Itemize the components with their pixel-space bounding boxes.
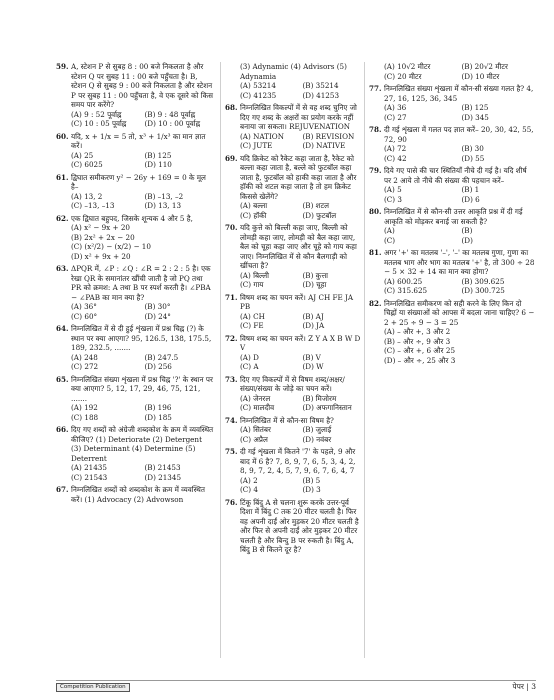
question-number: 81. [369,248,382,257]
answer-option: (B) 1 [461,185,480,194]
question [369,207,535,245]
answer-option: (D) 110 [144,160,172,169]
answer-option: (D) 24° [144,311,171,321]
publisher-logo: Competition Publication [56,683,130,692]
question-number: 78. [369,125,382,134]
question [225,416,361,445]
answer-option: (C) FE [240,321,264,330]
answer-option: (B) 20√2 मीटर [461,62,508,71]
answer-option: (A) बिल्ली [240,270,270,280]
question-number: 72. [225,333,238,343]
answer-option: (D) चूहा [302,280,327,289]
question-text: निम्नलिखित समीकरण को सही करने के लिए किन दो चिह्नों या संख्याओं को आपस में बदला जाना चाहिए? 6 − 2 + 25 ÷ 9 − 3 = 25 [384,298,535,327]
question-number: 61. [56,172,69,182]
question-text: निम्नलिखित में से कौन-सा विषम है? [240,415,334,425]
answer-option: (B) 196 [144,403,172,412]
options-grid [71,353,214,372]
question [225,103,361,151]
answer-option: (C) JUTE [240,141,273,150]
options-grid [71,302,214,321]
question-number: 71. [225,292,238,302]
answer-option: (A) 5 [384,185,402,194]
answer-option: (B) 21453 [144,463,181,472]
answer-option: (A) NATION [240,131,284,141]
answer-option: (A) जेनरल [240,393,271,403]
answer-option: (D) 21345 [144,472,182,482]
answer-option: (D) नवंबर [302,434,332,444]
options-grid [240,476,361,495]
answer-option: (B) 30° [144,302,171,311]
question [369,62,535,81]
question-number: 74. [225,415,238,425]
question-number: 73. [225,374,238,384]
question-text: (3) Adynamic (4) Advisors (5) Adynamia [240,62,347,81]
answer-option: (C) 21543 [71,472,108,482]
options-grid [240,271,361,290]
page-footer [56,680,536,693]
answer-option: (C) A [240,362,259,371]
answer-option: (C) [384,235,396,245]
question [56,214,214,262]
question [56,375,214,423]
question [225,334,361,372]
answer-option: (A) CH [240,311,265,321]
answer-option: (D) अफगानिस्तान [302,403,352,412]
question [369,299,535,366]
answer-option: (C) हॉकी [240,210,267,220]
answer-option: (C) 188 [71,412,99,422]
column-3 [369,62,535,368]
options-grid [384,103,535,122]
options-grid [384,62,535,81]
answer-option: (C) – और +, 6 और 25 [384,346,456,355]
answer-option: (C) 4 [240,485,258,494]
answer-option: (D) – और ÷, 25 और 3 [384,355,456,365]
question-text: एक द्विघात बहुपद, जिसके शून्यक 4 और 5 है, [71,213,193,223]
answer-option: (C) (x²/2) − (x/2) − 10 [71,242,151,251]
question [56,264,214,321]
question [369,166,535,204]
answer-option: (A) 36° [71,302,97,311]
answer-option: (A) 10√2 मीटर [384,62,431,71]
question-number: 79. [369,166,382,175]
answer-option: (A) x² − 9x + 20 [71,223,130,232]
answer-option: (B) 309.625 [461,276,505,286]
answer-option: (C) –13, –13 [71,201,115,210]
question-number: 68. [225,103,238,112]
answer-option: (D) 10 मीटर [461,71,500,81]
answer-option: (C) मालदीव [240,403,275,412]
question-number: 65. [56,374,69,384]
answer-option: (B) –13, –2 [144,191,184,201]
answer-option: (A) [384,226,395,235]
question-number: 63. [56,264,69,273]
options-grid [240,81,361,100]
options-grid [71,192,214,211]
question-text: निम्नलिखित संख्या शृंखला में प्रश्न चिह्न '?' के स्थान पर क्या आएगा? 5, 12, 17, 29, 46, 75, 121, ....... [71,374,213,403]
answer-option: (D) 13, 13 [144,201,182,210]
answer-option: (A) 13, 2 [71,191,103,201]
question [225,375,361,413]
question-number: 59. [56,62,69,71]
answer-option: (D) 41253 [302,90,340,100]
question-number: 69. [225,153,238,163]
answer-option: (D) 300.725 [461,286,505,295]
column-2 [225,62,361,558]
answer-option: (D) [461,235,473,245]
options-grid [384,277,535,296]
answer-option: (B) [461,226,473,235]
answer-option: (D) 3 [302,485,321,494]
answer-option: (A) 36 [384,103,407,112]
answer-option: (C) गाय [240,280,264,289]
answer-option: (D) 185 [144,412,172,422]
question-number: 82. [369,298,382,308]
answer-option: (B) 2x² + 2x − 20 [71,232,135,242]
answer-option: (A) – और +, 3 और 2 [384,327,451,336]
options-grid [71,463,214,482]
options-grid [71,403,214,422]
answer-option: (C) 27 [384,112,407,122]
answer-option: (A) 248 [71,352,98,362]
question [56,132,214,170]
question-number: 64. [56,324,69,333]
options-grid [240,132,361,151]
question-text: दिए गए शब्दों को अंग्रेजी शब्दकोश के क्रम में व्यवस्थित कीजिए? (1) Deteriorate (2) Detergent (3) Determinant (4) Determine (5) Deterrent [71,425,214,463]
page-number: पेपर | 3 [512,682,536,691]
question-text: दिये गए पासे की चार स्थितियाँ नीचे दी गई है। यदि शीर्ष पर 2 आये तो नीचे की संख्या की पहचान करें– [384,166,527,185]
answer-option: (B) 35214 [302,81,339,90]
options-grid [71,110,214,129]
answer-option: (C) 3 [384,194,402,204]
answer-option: (B) 125 [461,103,489,112]
answer-option: (D) 10 : 00 पूर्वाह्न [144,119,201,128]
question [225,498,361,555]
question-text: A, स्टेशन P से सुबह 8 : 00 बजे निकलता है और स्टेशन Q पर सुबह 11 : 00 बजे पहुँचता है। B, स्टेशन Q से सुबह 9 : 00 बजे निकलता है और स्टेशन P पर सुबह 11 : 00 पहुँचता है, वे एक दूसरे को किस समय पार करेंगे? [71,62,214,109]
question-number: 66. [56,425,69,434]
question-text: यदि कुत्ते को बिल्ली कहा जाए, बिल्ली को लोमड़ी कहा जाए, लोमड़ी को बैल कहा जाए, बैल को चूहा कहा जाए और चूहे को गाय कहा जाए। निम्नलिखित में से कौन बैलगाड़ी को खींचता है? [240,223,357,270]
answer-option: (C) 41235 [240,90,277,100]
answer-option: (B) मिजोरम [302,393,337,403]
question [56,62,214,129]
answer-option: (C) 315.625 [384,286,428,295]
question [225,223,361,290]
answer-option: (C) 272 [71,362,99,371]
answer-option: (D) NATIVE [302,141,346,150]
answer-option: (B) कुत्ता [302,270,329,280]
question-text: यदि, x + 1/x = 5 तो, x³ + 1/x³ का मान ज्ञात करें। [71,131,206,150]
answer-option: (A) 72 [384,144,407,153]
answer-option: (C) 6025 [71,160,103,169]
question-number: 77. [369,84,382,93]
answer-option: (B) 30 [461,144,484,153]
answer-option: (A) 600.25 [384,276,423,286]
answer-option: (B) – और ÷, 9 और 3 [384,336,451,346]
answer-option: (C) अप्रैल [240,434,268,444]
answer-option: (A) 53214 [240,81,276,90]
question-text: दिए गए विकल्पों में से विषम शब्द/अक्षर/संख्या/संख्या के जोड़े का चयन करें। [240,374,345,393]
answer-option: (A) 2 [240,475,258,485]
options-grid [240,312,361,331]
question [369,125,535,163]
answer-option: (D) W [302,362,324,371]
options-grid [240,394,361,413]
column-1 [56,62,214,507]
question-text: द्विघात समीकरण y² − 26y + 169 = 0 के मूल है– [71,172,206,191]
answer-option: (A) D [240,352,259,362]
answer-option: (A) 25 [71,150,94,160]
question-number: 60. [56,131,69,141]
question-text: अगर '+' का मतलब '–', '–' का मतलब गुणा, गुणा का मतलब भाग और भाग का मतलब '+' है, तो 300 ÷ 28 − 5 × 32 + 14 का मान क्या होगा? [384,248,535,276]
question [225,293,361,331]
answer-option: (D) JA [302,321,325,330]
answer-option: (B) शटल [302,201,330,210]
answer-option: (D) फुटबॉल [302,210,337,220]
options-grid [384,185,535,204]
question [225,447,361,495]
question-number: 62. [56,213,69,223]
answer-option: (D) 6 [461,194,480,204]
answer-option: (D) x² + 9x + 20 [71,251,131,261]
question-text: यदि क्रिकेट को रैकेट कहा जाता है, रैकेट को बल्ला कहा जाता है, बल्ले को फुटबॉल कहा जाता है, फुटबॉल को हाकी कहा जाता है और हॉकी को शटल कहा जाता है तो हम क्रिकेट किससे खेलेंगे? [240,153,357,201]
question-text: ΔPQR में, ∠P : ∠Q : ∠R = 2 : 2 : 5 है। एक रेखा QR के समानांतर खींची जाती है जो PQ तथा PR को क्रमश: A तथा B पर स्पर्श करती है। ∠PBA − ∠PAB का मान क्या है? [71,264,211,302]
question-text: निम्नलिखित में से दी हुई शृंखला में प्रश्न चिह्न (?) के स्थान पर क्या आएगा? 95, 126.5, 138, 175.5, 189, 232.5, ....... [71,324,212,352]
question-number: 80. [369,207,382,216]
question-text: निम्नलिखित शब्दों को शब्दकोश के क्रम में व्यवस्थित करें। (1) Advocacy (2) Advowson [71,485,205,504]
question-text: दी गई शृंखला में गलत पद ज्ञात करें– 20, 30, 42, 55, 72, 90 [384,125,534,144]
answer-option: (B) जुलाई [302,425,332,434]
question-number: 70. [225,223,238,232]
question [225,62,361,100]
answer-option: (A) 192 [71,403,98,412]
answer-option: (A) 21435 [71,463,107,472]
answer-option: (C) 60° [71,311,98,321]
column-divider [220,62,221,658]
answer-option: (A) सितंबर [240,425,271,434]
answer-option: (B) 125 [144,150,172,160]
question-text: टिंकू बिंदु A से चलना शुरू करके उत्तर-पूर्व दिशा में बिंदु C तक 20 मीटर चलती है। फिर वह अपनी दाईं ओर मुड़कर 20 मीटर चलती है और फिर से अपनी दाईं ओर मुड़कर 20 मीटर चलती है और बिन्दु B पर रुकती है। बिंदु A, बिंदु B से कितने दूर है? [240,497,359,554]
question-number: 67. [56,485,69,494]
question-text: निम्नलिखित में से कौन-सी उत्तर आकृति प्रश्न में दी गई आकृति को मोड़कर बनाई जा सकती है? [384,207,523,226]
question-text: विषम शब्द का चयन करें। AJ CH FE JA PB [240,292,354,311]
question-text: निम्नलिखित विकल्पों में से वह शब्द चुनिए जो दिए गए शब्द के अक्षरों का प्रयोग करके नहीं बनाया जा सकता। REJUVENATION [240,103,357,131]
options-grid [384,144,535,163]
answer-option: (B) REVISION [302,131,355,141]
answer-option: (C) 20 मीटर [384,71,422,81]
answer-option: (B) 9 : 48 पूर्वाह्न [144,109,196,119]
question [56,173,214,211]
options-grid [384,226,535,245]
question [56,485,214,504]
answer-option: (B) V [302,352,321,362]
answer-option: (A) बल्ला [240,201,268,210]
question [369,248,535,296]
answer-option: (D) 256 [144,362,172,371]
answer-option: (B) AJ [302,311,324,321]
question-number: 75. [225,447,238,456]
answer-option: (A) 9 : 52 पूर्वाह्न [71,109,122,119]
answer-option: (B) 5 [302,475,321,485]
options-grid [240,353,361,372]
question-text: दी गई शृंखला में कितने '7' के पहले, 9 और बाद में 6 है? 7, 8, 9, 7, 6, 5, 3, 4, 2, 8, 9, 7, 2, 4, 5, 7, 9, 6, 7, 6, 4, 7 [240,447,356,475]
column-divider [364,62,365,658]
question [56,425,214,482]
answer-option: (C) 42 [384,153,407,163]
question [225,154,361,221]
answer-option: (B) 247.5 [144,352,179,362]
question-text: विषम शब्द का चयन करें। Z Y A X B W D V [240,333,361,352]
answer-option: (C) 10 : 05 पूर्वाह्न [71,119,127,128]
options-grid [71,151,214,170]
answer-option: (D) 55 [461,153,485,163]
question-text: निम्नलिखित संख्या शृंखला में कौन-सी संख्या गलत है? 4, 27, 16, 125, 36, 345 [384,84,534,103]
question [369,84,535,122]
options-grid [240,201,361,220]
options-grid [240,425,361,444]
question [56,324,214,372]
question-number: 76. [225,497,238,507]
answer-option: (D) 345 [461,112,489,122]
